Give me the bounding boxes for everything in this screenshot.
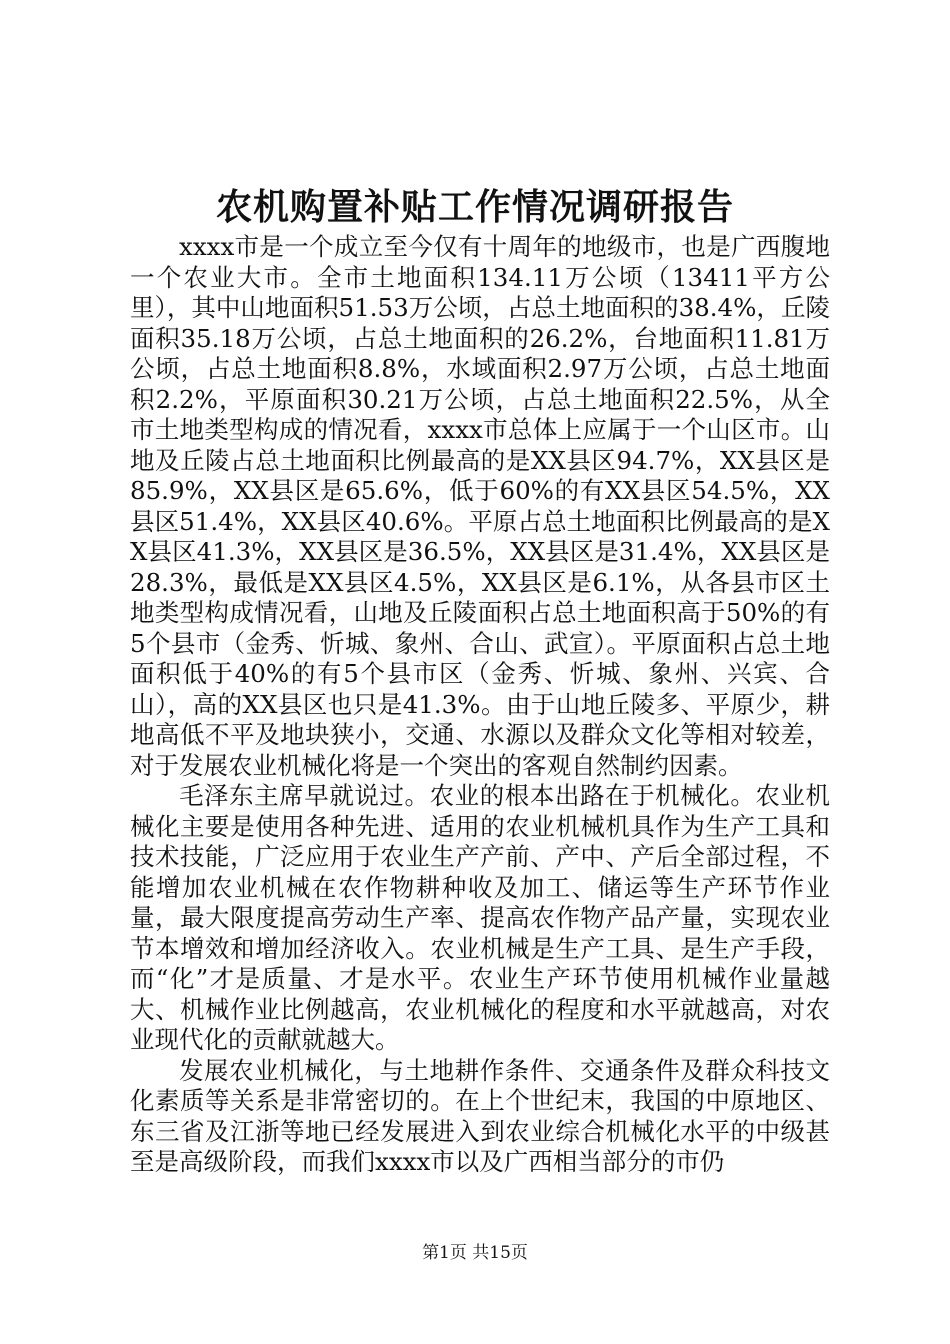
page-number-footer: 第1页 共15页 bbox=[422, 1243, 528, 1263]
paragraph-1: xxxx市是一个成立至今仅有十周年的地级市，也是广西腹地一个农业大市。全市土地面积134.11万公顷（13411平方公里），其中山地面积51.53万公顷，占总土地面积的38.4%，丘陵面积35.18万公顷，占总土地面积的26.2%，台地面积11.81万公顷，占总土地面积8.8%，水域面积2.97万公顷，占总土地面积2.2%，平原面积30.21万公顷，占总土地面积22.5%，从全市土地类型构成的情况看，xxxx市总体上应属于一个山区市。山地及丘陵占总土地面积比例最高的是XX县区94.7%，XX县区是85.9%，XX县区是65.6%，低于60%的有XX县区54.5%，XX县区51.4%，XX县区40.6%。平原占总土地面积比例最高的是XX县区41.3%，XX县区是36.5%，XX县区是31.4%，XX县区是28.3%，最低是XX县区4.5%，XX县区是6.1%，从各县市区土地类型构成情况看，山地及丘陵面积占总土地面积高于50%的有5个县市（金秀、忻城、象州、合山、武宣）。平原面积占总土地面积低于40%的有5个县市区（金秀、忻城、象州、兴宾、合山），高的XX县区也只是41.3%。由于山地丘陵多、平原少，耕地高低不平及地块狭小，交通、水源以及群众文化等相对较差，对于发展农业机械化将是一个突出的客观自然制约因素。 bbox=[130, 232, 830, 780]
document-title: 农机购置补贴工作情况调研报告 bbox=[215, 186, 734, 228]
paragraph-2: 毛泽东主席早就说过。农业的根本出路在于机械化。农业机械化主要是使用各种先进、适用的农业机械机具作为生产工具和技术技能，广泛应用于农业生产产前、产中、产后全部过程，不能增加农业机械在农作物耕种收及加工、储运等生产环节作业量，最大限度提高劳动生产率、提高农作物产品产量，实现农业节本增效和增加经济收入。农业机械是生产工具、是生产手段，而“化”才是质量、才是水平。农业生产环节使用机械作业量越大、机械作业比例越高，农业机械化的程度和水平就越高，对农业现代化的贡献就越大。 bbox=[130, 781, 830, 1054]
document-body bbox=[130, 232, 830, 1178]
paragraph-3: 发展农业机械化，与土地耕作条件、交通条件及群众科技文化素质等关系是非常密切的。在上个世纪末，我国的中原地区、东三省及江浙等地已经发展进入到农业综合机械化水平的中级甚至是高级阶段，而我们xxxx市以及广西相当部分的市仍 bbox=[130, 1055, 830, 1176]
